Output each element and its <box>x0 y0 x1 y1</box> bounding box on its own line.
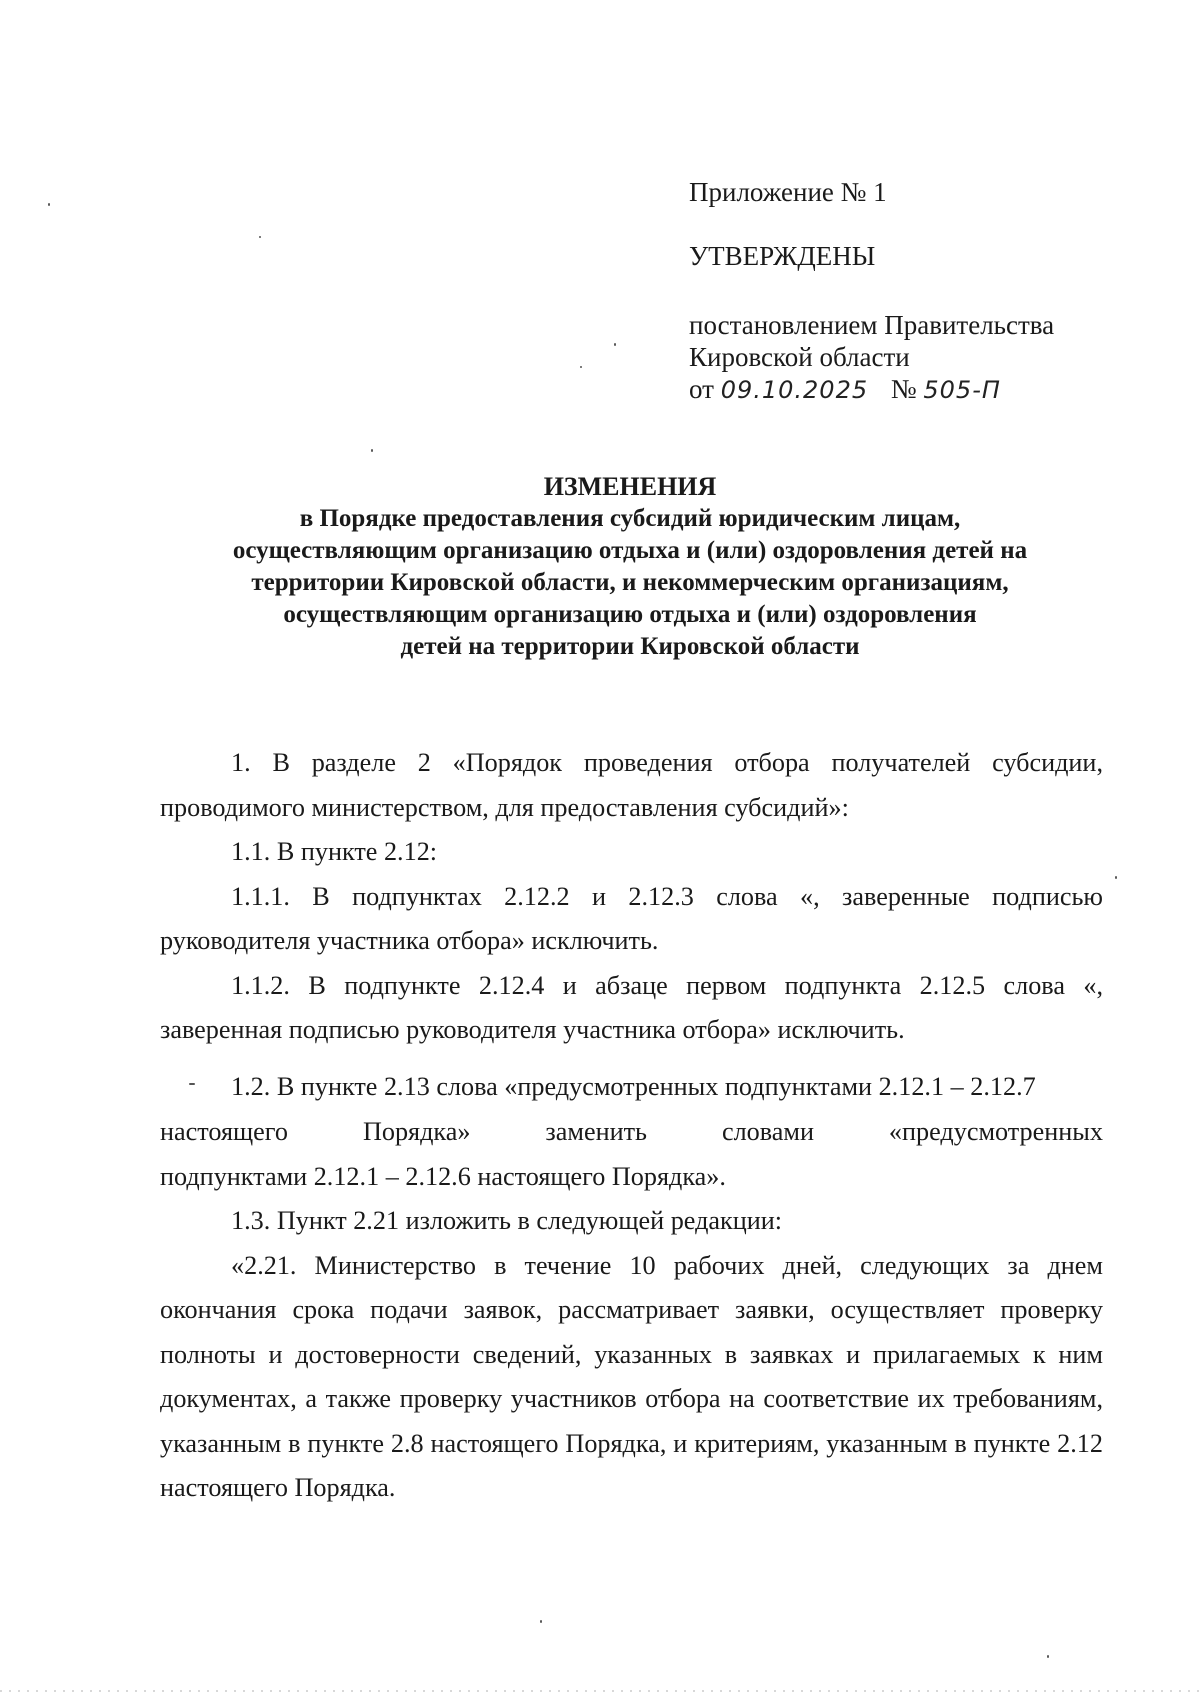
scan-speck <box>614 343 616 346</box>
title-line: территории Кировской области, и некоммерческим организациям, <box>251 569 1009 596</box>
decree-label: постановлением Правительства <box>689 310 1055 340</box>
approved-label: УТВЕРЖДЕНЫ <box>689 241 876 271</box>
title-line: в Порядке предоставления субсидий юридическим лицам, <box>299 505 961 532</box>
scan-edge <box>0 1690 1200 1692</box>
handwritten-number: 505-П <box>923 376 1001 404</box>
document-title: ИЗМЕНЕНИЯ <box>543 472 717 501</box>
word: «предусмотренных <box>888 1117 1103 1146</box>
scan-speck <box>259 236 261 238</box>
document-body-continued <box>160 1199 1103 1511</box>
paragraph-1-1: 1.1. В пункте 2.12: <box>231 837 438 866</box>
title-line: осуществляющим организацию отдыха и (или) оздоровления <box>283 601 977 628</box>
region-label: Кировской области <box>689 342 910 372</box>
word: настоящего <box>160 1117 288 1146</box>
paragraph-1-2-line: 1.2. В пункте 2.13 слова «предусмотренных подпунктами 2.12.1 – 2.12.7 <box>231 1072 1036 1101</box>
scan-speck <box>1047 1655 1049 1658</box>
handwritten-date: 09.10.2025 <box>720 376 869 404</box>
document-body <box>160 741 1103 1053</box>
scan-speck <box>48 203 50 206</box>
word: словами <box>721 1117 814 1146</box>
paragraph-1-2-line <box>160 1110 1103 1155</box>
paragraph-2-21: «2.21. Министерство в течение 10 рабочих дней, следующих за днем окончания срока подачи заявок, рассматривает заявки, осуществляет проверку полноты и достоверности сведений, указанных в заявках и прилагаемых к ним документах, а также проверку участников отбора на соответствие их требованиям, указанным в пункте 2.8 настоящего Порядка, и критериям, указанным в пункте 2.12 настоящего Порядка. <box>160 1250 1103 1502</box>
paragraph-1-1-1: 1.1.1. В подпунктах 2.12.2 и 2.12.3 слова «, заверенные подписью руководителя участника отбора» исключить. <box>160 881 1103 955</box>
number-sign: № <box>890 374 917 404</box>
scan-speck <box>371 449 373 452</box>
document-title-block <box>150 471 1110 663</box>
paragraph-1-2-line: подпунктами 2.12.1 – 2.12.6 настоящего Порядка». <box>160 1162 726 1191</box>
word: заменить <box>545 1117 647 1146</box>
scan-speck <box>580 366 582 368</box>
scan-speck <box>1115 876 1117 879</box>
scan-speck <box>189 1083 195 1085</box>
paragraph-1: 1. В разделе 2 «Порядок проведения отбора получателей субсидии, проводимого министерством, для предоставления субсидий»: <box>160 748 1103 822</box>
scan-speck <box>540 1620 542 1623</box>
decree-date-line <box>689 373 1001 406</box>
paragraph-1-3: 1.3. Пункт 2.21 изложить в следующей редакции: <box>231 1206 783 1235</box>
appendix-label: Приложение № 1 <box>689 177 887 207</box>
title-line: осуществляющим организацию отдыха и (или) оздоровления детей на <box>232 537 1028 564</box>
word: Порядка» <box>362 1117 471 1146</box>
paragraph-1-1-2: 1.1.2. В подпункте 2.12.4 и абзаце первом подпункта 2.12.5 слова «, заверенная подписью руководителя участника отбора» исключить. <box>160 970 1103 1044</box>
title-line: детей на территории Кировской области <box>400 633 860 660</box>
date-prefix: от <box>689 374 714 404</box>
